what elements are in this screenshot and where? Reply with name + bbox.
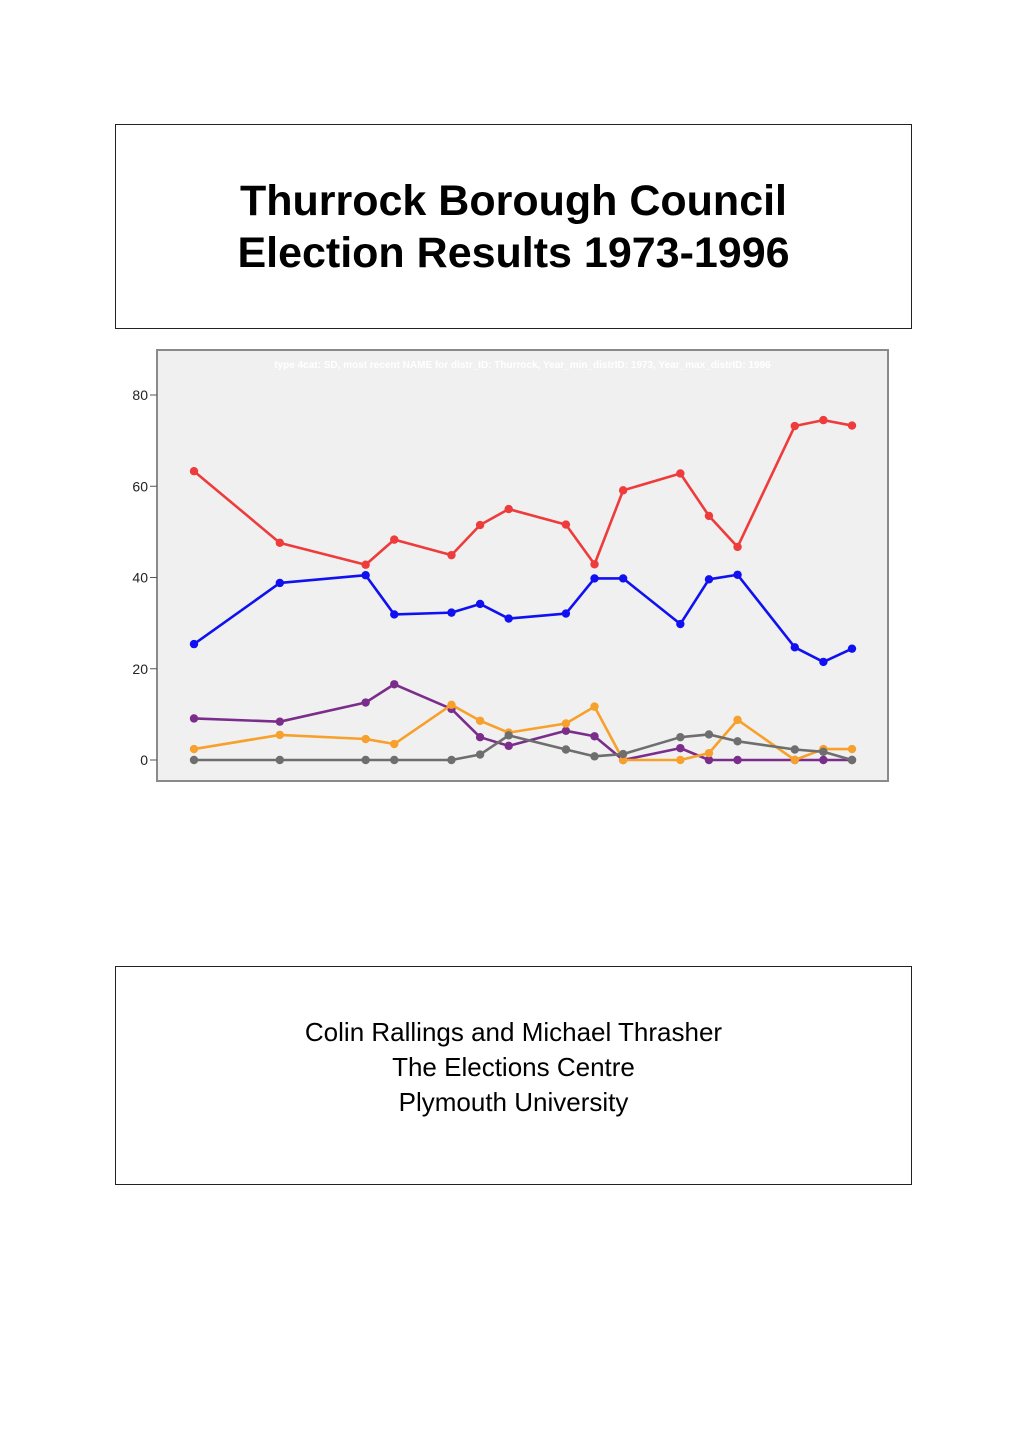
- series-0-point-1992: [733, 543, 741, 551]
- series-4-point-1986: [562, 745, 570, 753]
- series-4-point-1983: [476, 750, 484, 758]
- series-0-point-1973: [190, 467, 198, 475]
- series-0-point-1982: [447, 551, 455, 559]
- series-3-point-1982: [447, 701, 455, 709]
- series-4-point-1988: [619, 750, 627, 758]
- series-3-point-1973: [190, 745, 198, 753]
- series-1-point-1995: [819, 658, 827, 666]
- series-3-point-1980: [390, 740, 398, 748]
- y-tick-label-60: 60: [132, 478, 148, 495]
- series-3-point-1983: [476, 717, 484, 725]
- series-4-point-1973: [190, 756, 198, 764]
- series-2-point-1983: [476, 733, 484, 741]
- series-0-point-1994: [791, 422, 799, 430]
- series-4-point-1992: [733, 737, 741, 745]
- series-3-point-1994: [791, 756, 799, 764]
- author-box: [115, 966, 912, 1185]
- series-4-point-1994: [791, 745, 799, 753]
- series-2-point-1995: [819, 756, 827, 764]
- election-results-chart: [125, 345, 900, 790]
- university-name: Plymouth University: [398, 1087, 629, 1117]
- series-0-point-1996: [848, 421, 856, 429]
- series-4-point-1996: [848, 756, 856, 764]
- series-1-point-1982: [447, 608, 455, 616]
- series-1-point-1994: [791, 643, 799, 651]
- series-2-point-1986: [562, 727, 570, 735]
- series-1-point-1991: [705, 575, 713, 583]
- series-1-point-1979: [361, 571, 369, 579]
- series-0-point-1995: [819, 416, 827, 424]
- series-4-point-1995: [819, 748, 827, 756]
- series-1-point-1987: [590, 574, 598, 582]
- document-title-line-1: Thurrock Borough Council: [239, 176, 788, 225]
- title-box: [115, 124, 912, 329]
- series-0-point-1983: [476, 521, 484, 529]
- series-1-point-1973: [190, 640, 198, 648]
- series-2-point-1979: [361, 698, 369, 706]
- series-1-point-1983: [476, 600, 484, 608]
- series-1-point-1986: [562, 609, 570, 617]
- series-0-point-1990: [676, 469, 684, 477]
- series-0-point-1987: [590, 560, 598, 568]
- series-0-point-1976: [276, 539, 284, 547]
- plot-area: [157, 350, 888, 781]
- series-3-point-1991: [705, 749, 713, 757]
- document-title-line-2: Election Results 1973-1996: [237, 228, 790, 277]
- series-0-point-1988: [619, 486, 627, 494]
- series-1-point-1996: [848, 644, 856, 652]
- chart-svg: [125, 345, 900, 790]
- series-4-point-1987: [590, 752, 598, 760]
- series-4-point-1980: [390, 756, 398, 764]
- institution-name: The Elections Centre: [392, 1052, 635, 1082]
- series-2-point-1973: [190, 714, 198, 722]
- series-3-point-1990: [676, 756, 684, 764]
- series-1-point-1976: [276, 579, 284, 587]
- series-1-point-1990: [676, 620, 684, 628]
- y-tick-label-80: 80: [132, 387, 148, 403]
- series-4-point-1982: [447, 756, 455, 764]
- series-1-point-1988: [619, 574, 627, 582]
- series-2-point-1990: [676, 744, 684, 752]
- series-2-point-1992: [733, 756, 741, 764]
- series-2-point-1976: [276, 717, 284, 725]
- series-3-point-1979: [361, 735, 369, 743]
- y-tick-label-20: 20: [132, 660, 148, 677]
- series-0-point-1984: [504, 505, 512, 513]
- series-3-point-1986: [562, 719, 570, 727]
- series-0-point-1991: [705, 512, 713, 520]
- series-1-point-1980: [390, 610, 398, 618]
- series-4-point-1990: [676, 733, 684, 741]
- series-0-point-1979: [361, 561, 369, 569]
- series-2-point-1980: [390, 680, 398, 688]
- series-0-point-1986: [562, 520, 570, 528]
- series-4-point-1976: [276, 756, 284, 764]
- series-3-point-1976: [276, 731, 284, 739]
- series-2-point-1987: [590, 732, 598, 740]
- series-4-point-1991: [705, 730, 713, 738]
- series-3-point-1987: [590, 702, 598, 710]
- series-4-point-1984: [504, 731, 512, 739]
- series-1-point-1984: [504, 614, 512, 622]
- series-3-point-1996: [848, 745, 856, 753]
- series-0-point-1980: [390, 535, 398, 543]
- series-1-point-1992: [733, 571, 741, 579]
- chart-title: type 4cat: SD, most recent NAME for distr_ID: Thurrock, Year_min_distrID: 1973, Year_max_distrID: 1996: [274, 360, 771, 371]
- series-2-point-1984: [504, 742, 512, 750]
- authors-names: Colin Rallings and Michael Thrasher: [304, 1017, 723, 1047]
- series-4-point-1979: [361, 756, 369, 764]
- y-tick-label-0: 0: [140, 752, 148, 768]
- series-3-point-1992: [733, 716, 741, 724]
- y-tick-label-40: 40: [132, 569, 148, 586]
